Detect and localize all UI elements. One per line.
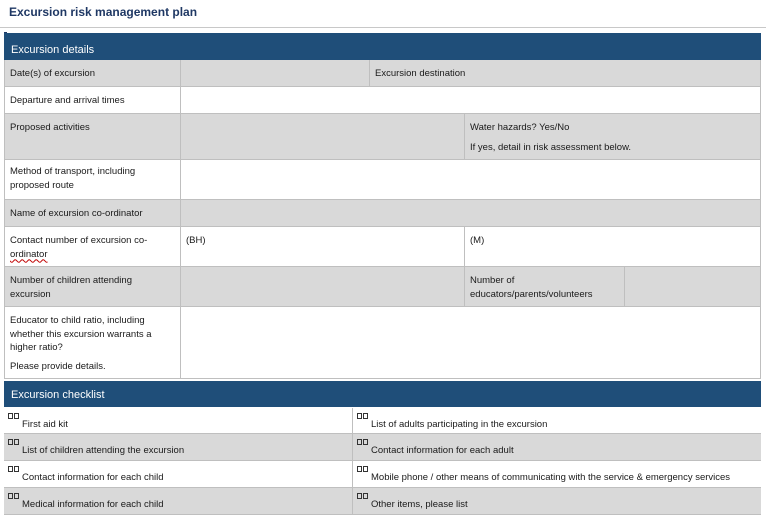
checkbox-icon[interactable] [357, 411, 370, 418]
checkbox-icon[interactable] [8, 491, 21, 498]
activities-label: Proposed activities [4, 114, 181, 160]
checkbox-icon[interactable] [8, 437, 21, 444]
checklist-item-label: Other items, please list [371, 499, 468, 510]
children-count-input[interactable] [181, 267, 465, 307]
dates-input[interactable] [181, 60, 370, 87]
contact-m-field[interactable]: (M) [465, 227, 761, 267]
document-title: Excursion risk management plan [9, 5, 198, 19]
educators-count-input[interactable] [625, 267, 761, 307]
checkbox-icon[interactable] [8, 411, 21, 418]
destination-label[interactable]: Excursion destination [370, 60, 761, 87]
departure-input[interactable] [181, 87, 761, 114]
checklist-item[interactable] [4, 408, 352, 434]
checklist-item-label: Contact information for each child [22, 472, 164, 483]
checklist-item-label: First aid kit [22, 419, 68, 430]
activities-input[interactable] [181, 114, 465, 160]
checklist-item[interactable] [353, 461, 761, 488]
excursion-details-heading: Excursion details [4, 33, 761, 60]
checklist-item[interactable] [353, 434, 761, 461]
ratio-question: Educator to child ratio, including whether this excursion warrants a higher ratio? [10, 315, 152, 353]
ratio-details-prompt: Please provide details. [10, 360, 106, 372]
contact-label [4, 227, 181, 267]
checklist-item[interactable] [4, 461, 352, 488]
checklist-item-label: Medical information for each child [22, 499, 164, 510]
checklist-item-label: List of adults participating in the excursion [371, 419, 548, 430]
educators-count-label: Number of educators/parents/volunteers [465, 267, 625, 307]
transport-input[interactable] [181, 160, 761, 200]
checklist-item[interactable] [4, 434, 352, 461]
top-divider [0, 27, 766, 28]
contact-label-line2: ordinator [10, 248, 48, 260]
checkbox-icon[interactable] [357, 491, 370, 498]
contact-label-line1: Contact number of excursion co- [10, 235, 148, 246]
checklist-item-label: List of children attending the excursion [22, 445, 185, 456]
coordinator-label: Name of excursion co-ordinator [4, 200, 181, 227]
checklist-item[interactable] [4, 488, 352, 515]
water-hazards-label: Water hazards? Yes/No [470, 122, 570, 133]
dates-label: Date(s) of excursion [4, 60, 181, 87]
checkbox-icon[interactable] [8, 464, 21, 471]
excursion-checklist-heading: Excursion checklist [4, 381, 761, 407]
checklist-column-divider [352, 408, 353, 515]
coordinator-input[interactable] [181, 200, 761, 227]
children-count-label: Number of children attending excursion [4, 267, 181, 307]
checklist-item-label: Mobile phone / other means of communicating with the service & emergency services [371, 472, 731, 483]
water-hazards-note: If yes, detail in risk assessment below. [470, 141, 632, 153]
checklist-item[interactable] [353, 408, 761, 434]
checkbox-icon[interactable] [357, 437, 370, 444]
checklist-item[interactable] [353, 488, 761, 515]
contact-bh-field[interactable]: (BH) [181, 227, 465, 267]
transport-label: Method of transport, including proposed route [4, 160, 181, 200]
ratio-input[interactable] [181, 307, 761, 379]
ratio-label [4, 307, 181, 379]
water-hazards-cell[interactable] [465, 114, 761, 160]
checklist-item-label: Contact information for each adult [371, 445, 514, 456]
checkbox-icon[interactable] [357, 464, 370, 471]
departure-label: Departure and arrival times [4, 87, 181, 114]
